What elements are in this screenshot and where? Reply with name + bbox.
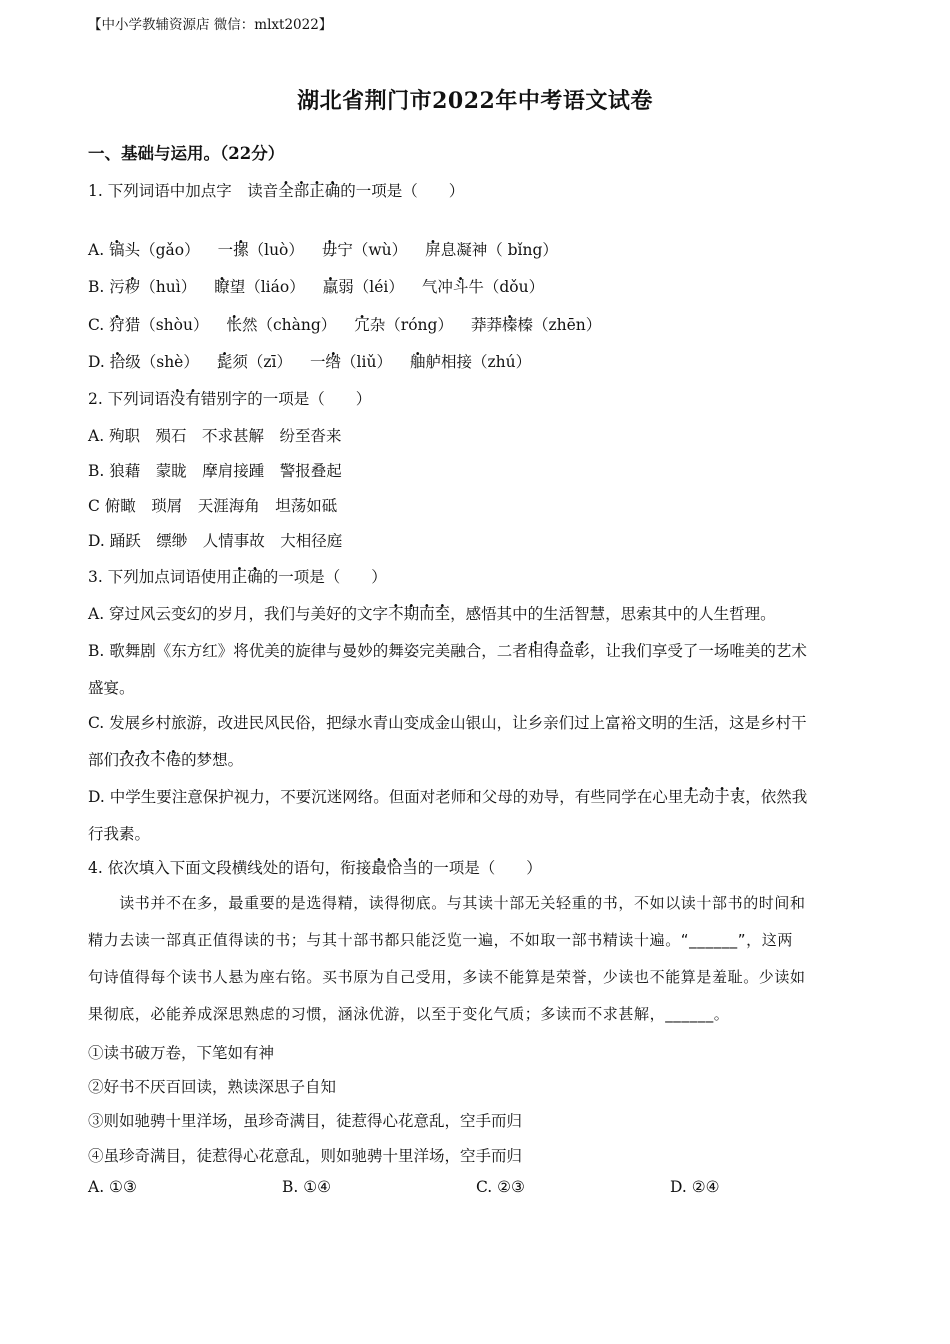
question-1-stem: 1. 下列词语中加点字 读音全部正确的一项是（ ） xyxy=(88,182,465,200)
question-4-choice-a: A. ①③ xyxy=(88,1178,137,1196)
question-1-option-a: A. 镐头（gǎo） 一摞（luò） 毋宁（wù） 屏息凝神（ bǐng） xyxy=(88,241,558,259)
passage-line: 果彻底，必能养成深思熟虑的习惯，涵泳优游，以至于变化气质；多读而不求甚解，______。 xyxy=(88,1005,730,1023)
question-2-option-b: B. 狼藉 蒙眬 摩肩接踵 警报叠起 xyxy=(88,462,342,480)
section-heading: 一、基础与运用。（22分） xyxy=(88,144,285,163)
question-4-statement-3: ③则如驰骋十里洋场，虽珍奇满目，徒惹得心花意乱，空手而归 xyxy=(88,1112,523,1130)
question-2-option-d: D. 踊跃 缥缈 人情事故 大相径庭 xyxy=(88,532,343,550)
page-title: 湖北省荆门市2022年中考语文试卷 xyxy=(297,88,653,114)
reading-passage xyxy=(88,885,860,1033)
question-3-option-b: B. 歌舞剧《东方红》将优美的旋律与曼妙的舞姿完美融合，二者相得益彰，让我们享受了一场唯美的艺术 xyxy=(88,642,807,660)
question-4-choice-d: D. ②④ xyxy=(670,1178,720,1196)
question-1-option-d: D. 拾级（shè） 髭须（zī） 一绺（liǔ） 舳舻相接（zhú） xyxy=(88,353,532,371)
passage-line: 读书并不在多，最重要的是选得精，读得彻底。与其读十部无关轻重的书，不如以读十部书的时间和 xyxy=(88,894,806,912)
question-3-option-a: A. 穿过风云变幻的岁月，我们与美好的文字不期而至，感悟其中的生活智慧，思索其中的人生哲理。 xyxy=(88,605,776,623)
question-1-option-b: B. 污秽（huì） 瞭望（liáo） 羸弱（léi） 气冲斗牛（dǒu） xyxy=(88,278,545,296)
question-4-choice-b: B. ①④ xyxy=(282,1178,332,1196)
passage-line: 句诗值得每个读书人悬为座右铭。买书原为自己受用，多读不能算是荣誉，少读也不能算是羞耻。少读如 xyxy=(88,968,806,986)
question-3-stem: 3. 下列加点词语使用正确的一项是（ ） xyxy=(88,568,387,586)
question-4-choice-c: C. ②③ xyxy=(476,1178,525,1196)
question-2-stem: 2. 下列词语没有错别字的一项是（ ） xyxy=(88,390,372,408)
question-1-option-c: C. 狩猎（shòu） 怅然（chàng） 冗杂（róng） 莽莽榛榛（zhēn） xyxy=(88,316,602,334)
question-3-option-c: C. 发展乡村旅游，改进民风民俗，把绿水青山变成金山银山，让乡亲们过上富裕文明的生活，这是乡村干 xyxy=(88,714,807,732)
question-3-option-d-cont: 行我素。 xyxy=(88,825,151,843)
question-3-option-d: D. 中学生要注意保护视力，不要沉迷网络。但面对老师和父母的劝导，有些同学在心里无动于衷，依然我 xyxy=(88,788,808,806)
question-2-option-c: C 俯瞰 琐屑 天涯海角 坦荡如砥 xyxy=(88,497,338,515)
passage-line: 精力去读一部真正值得读的书；与其十部书都只能泛览一遍，不如取一部书精读十遍。“______”，这两 xyxy=(88,931,793,949)
question-3-option-b-cont: 盛宴。 xyxy=(88,679,135,697)
question-4-statement-2: ②好书不厌百回读，熟读深思子自知 xyxy=(88,1078,337,1096)
question-2-option-a: A. 殉职 殒石 不求甚解 纷至沓来 xyxy=(88,427,342,445)
question-4-statement-1: ①读书破万卷，下笔如有神 xyxy=(88,1044,275,1062)
question-3-option-c-cont: 部们孜孜不倦的梦想。 xyxy=(88,751,244,769)
page-header: 【中小学教辅资源店 微信：mlxt2022】 xyxy=(88,17,333,33)
question-4-statement-4: ④虽珍奇满目，徒惹得心花意乱，则如驰骋十里洋场，空手而归 xyxy=(88,1147,523,1165)
question-4-stem: 4. 依次填入下面文段横线处的语句，衔接最恰当的一项是（ ） xyxy=(88,859,542,877)
